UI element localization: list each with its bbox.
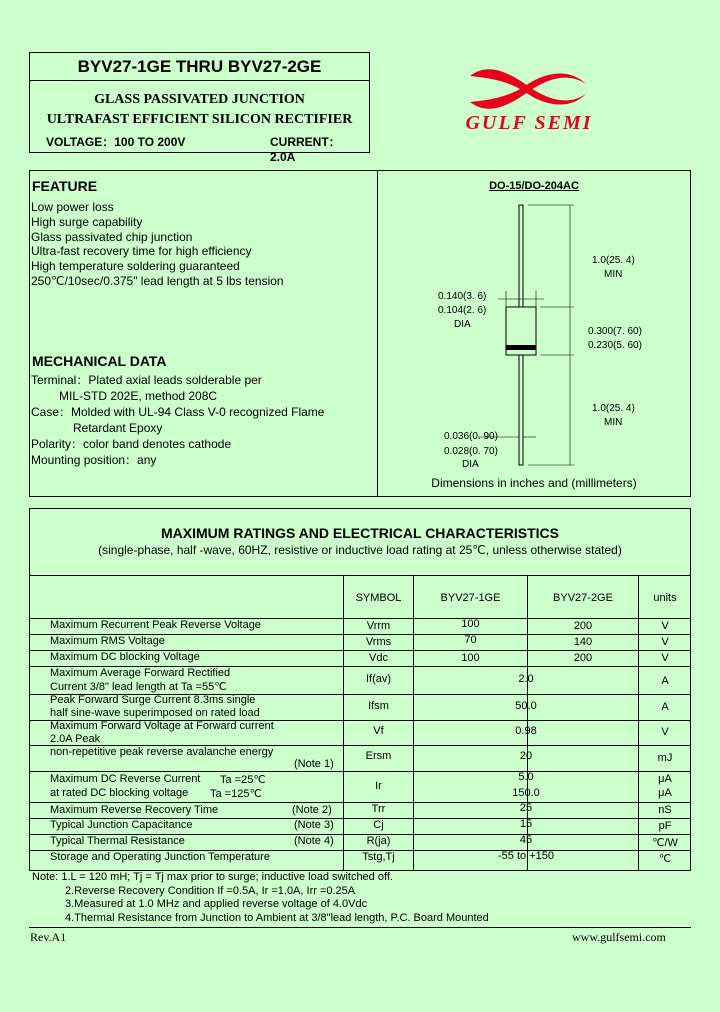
diode-package-drawing	[378, 195, 690, 475]
value-cell: 5.0	[518, 771, 534, 783]
symbol-cell: R(ja)	[366, 835, 391, 847]
condition-cell: Ta =25℃	[220, 774, 266, 786]
param-cell: Typical Thermal Resistance	[50, 835, 185, 847]
body-dia-label: DIA	[454, 319, 471, 330]
lead-top-length: 1.0(25. 4)	[592, 255, 635, 266]
mechanical-line: Polarity：color band denotes cathode	[31, 437, 232, 451]
mechanical-title: MECHANICAL DATA	[32, 353, 167, 369]
mechanical-line: Terminal：Plated axial leads solderable per	[31, 373, 262, 387]
notes-block	[32, 871, 489, 925]
param-cell-line2: at rated DC blocking voltage	[50, 787, 189, 799]
value-cell: 15	[519, 818, 533, 830]
symbol-cell: Ifsm	[368, 700, 389, 712]
value-cell: 150.0	[512, 787, 540, 799]
param-cell: Maximum Forward Voltage at Forward current	[50, 720, 274, 732]
lead-dia-min: 0.028(0. 70)	[444, 446, 498, 457]
value-cell: 50.0	[515, 700, 537, 712]
param-cell-line2: Current 3/8" lead length at Ta =55℃	[50, 681, 227, 693]
value-cell: 0.98	[515, 725, 537, 737]
unit-cell: pF	[658, 820, 672, 832]
unit-cell: V	[661, 652, 669, 664]
header-col2: BYV27-2GE	[553, 592, 613, 604]
note-line: 3.Measured at 1.0 MHz and applied reverse voltage of 4.0Vdc	[65, 898, 368, 910]
body-dia-max: 0.140(3. 6)	[438, 291, 487, 302]
feature-title: FEATURE	[32, 178, 98, 194]
value-cell: 100	[461, 618, 480, 630]
value-cell: 20	[519, 750, 533, 762]
param-cell: non-repetitive peak reverse avalanche energy	[50, 746, 274, 758]
note-ref: (Note 2)	[292, 804, 332, 816]
feature-item: Ultra-fast recovery time for high efficiency	[31, 244, 252, 259]
param-cell: Maximum DC blocking Voltage	[50, 651, 200, 663]
note-line: Note: 1.L = 120 mH; Tj = Tj max prior to surge; inductive load switched off.	[32, 871, 393, 883]
param-cell: Maximum Recurrent Peak Reverse Voltage	[50, 619, 261, 631]
symbol-cell: Vdc	[369, 652, 388, 664]
body-length-max: 0.300(7. 60)	[588, 326, 642, 337]
mechanical-line: Mounting position：any	[31, 453, 157, 467]
footer-line	[29, 927, 691, 928]
header-line1: GLASS PASSIVATED JUNCTION	[94, 92, 305, 107]
symbol-cell: If(av)	[365, 673, 392, 685]
mechanical-line: Case：Molded with UL-94 Class V-0 recognized Flame	[31, 405, 325, 419]
symbol-cell: Vrrm	[366, 620, 391, 632]
note-ref: (Note 4)	[294, 835, 334, 847]
unit-cell: A	[661, 675, 669, 687]
feature-item: Low power loss	[31, 200, 114, 214]
param-cell: Maximum RMS Voltage	[50, 635, 165, 647]
value-cell: 100	[461, 652, 480, 664]
mechanical-line: MIL-STD 202E, method 208C	[59, 389, 218, 403]
logo-text: GULF SEMI	[465, 112, 593, 134]
header-symbol: SYMBOL	[355, 592, 402, 604]
header-divider	[30, 80, 369, 81]
ratings-subtitle: (single-phase, half -wave, 60HZ, resistive or inductive load rating at 25℃, unless otherwise stated)	[98, 543, 622, 557]
param-cell: Storage and Operating Junction Temperature	[50, 851, 270, 863]
value-cell: 2.0	[518, 673, 534, 685]
unit-cell: μA	[658, 787, 672, 799]
unit-cell: ℃/W	[652, 837, 678, 849]
symbol-cell: Trr	[371, 803, 386, 815]
value-cell: 200	[573, 620, 593, 632]
note-line: 4.Thermal Resistance from Junction to Ambient at 3/8"lead length, P.C. Board Mounted	[65, 911, 489, 924]
dimensions-caption: Dimensions in inches and (millimeters)	[431, 476, 637, 490]
symbol-cell: Ersm	[365, 750, 392, 762]
symbol-cell: Tstg,Tj	[362, 851, 395, 863]
feature-list	[31, 200, 284, 289]
param-cell-line2: 2.0A Peak	[50, 733, 101, 745]
unit-cell: V	[661, 620, 669, 632]
value-cell: 200	[573, 652, 593, 664]
unit-cell: V	[661, 636, 669, 648]
header-line2: ULTRAFAST EFFICIENT SILICON RECTIFIER	[46, 112, 353, 127]
header-col1: BYV27-1GE	[440, 592, 501, 604]
mechanical-list	[31, 372, 324, 468]
mechanical-line: Retardant Epoxy	[73, 421, 163, 435]
value-cell: -55 to +150	[498, 850, 554, 862]
symbol-cell: Ir	[375, 780, 382, 792]
value-cell: 25	[519, 802, 533, 814]
ratings-title: MAXIMUM RATINGS AND ELECTRICAL CHARACTERISTICS	[161, 525, 559, 541]
part-range-title: BYV27-1GE THRU BYV27-2GE	[77, 57, 322, 76]
note-line: 2.Reverse Recovery Condition If =0.5A, Ir =1.0A, Irr =0.25A	[65, 884, 356, 897]
unit-cell: nS	[658, 804, 672, 816]
feature-item: High temperature soldering guaranteed	[31, 259, 240, 274]
body-dia-min: 0.104(2. 6)	[438, 305, 487, 316]
symbol-cell: Vrms	[365, 636, 392, 648]
symbol-cell: Cj	[373, 819, 384, 831]
unit-cell: μA	[658, 773, 672, 785]
current-spec: CURRENT： 2.0A	[270, 135, 341, 164]
header-box	[29, 52, 370, 164]
unit-cell: mJ	[657, 752, 673, 764]
gulf-semi-logo	[448, 62, 608, 138]
note-ref: (Note 3)	[294, 819, 334, 831]
package-title: DO-15/DO-204AC	[489, 180, 579, 192]
table-top-line	[29, 575, 691, 576]
param-cell: Typical Junction Capacitance	[50, 819, 193, 831]
lead-bottom-min: MIN	[604, 417, 623, 428]
param-cell: Peak Forward Surge Current 8.3ms single	[50, 694, 256, 706]
header-units: units	[653, 592, 677, 604]
lead-top-min: MIN	[604, 269, 623, 280]
feature-item: High surge capability	[31, 214, 143, 229]
lead-dia-label: DIA	[462, 459, 479, 470]
symbol-cell: Vf	[373, 725, 384, 737]
value-cell: 45	[519, 834, 533, 846]
website-link[interactable]: www.gulfsemi.com	[572, 930, 666, 944]
value-cell: 140	[573, 636, 593, 648]
voltage-spec: VOLTAGE：100 TO 200V	[46, 135, 186, 149]
unit-cell: V	[661, 726, 669, 738]
param-cell: Maximum Reverse Recovery Time	[50, 804, 219, 816]
param-cell: Maximum Average Forward Rectified	[50, 667, 231, 679]
lead-dia-max: 0.036(0. 90)	[444, 431, 498, 442]
lead-bottom-length: 1.0(25. 4)	[592, 403, 635, 414]
revision-label: Rev.A1	[30, 930, 67, 944]
unit-cell: ℃	[658, 853, 672, 865]
value-cell: 70	[464, 634, 477, 646]
param-cell: Maximum DC Reverse Current	[50, 773, 201, 785]
feature-item: 250℃/10sec/0.375" lead length at 5 lbs tension	[31, 273, 284, 288]
param-cell-line2: half sine-wave superimposed on rated load	[50, 707, 260, 719]
unit-cell: A	[661, 701, 669, 713]
note-ref: (Note 1)	[294, 758, 334, 770]
body-length-min: 0.230(5. 60)	[588, 340, 642, 351]
condition-cell: Ta =125℃	[210, 788, 262, 800]
feature-item: Glass passivated chip junction	[31, 229, 193, 244]
feature-box	[29, 170, 691, 497]
